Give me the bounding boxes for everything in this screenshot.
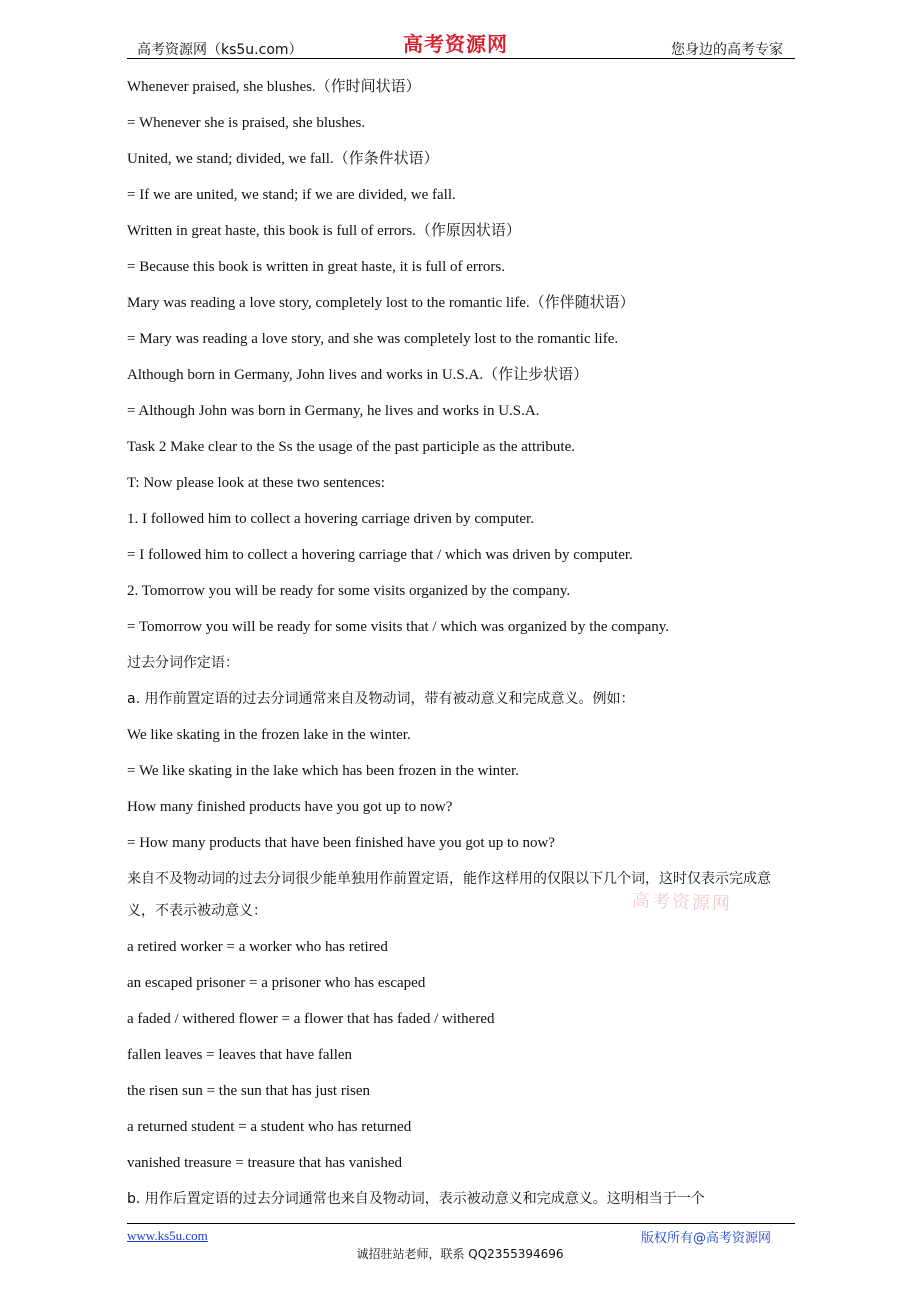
text-line: = Because this book is written in great haste, it is full of errors. xyxy=(127,259,505,275)
header-logo: 高考资源网 xyxy=(403,32,508,56)
footer-divider xyxy=(127,1223,795,1224)
text-line: Although born in Germany, John lives and works in U.S.A.（作让步状语） xyxy=(127,367,589,383)
text-line: Whenever praised, she blushes.（作时间状语） xyxy=(127,79,421,95)
text-line: T: Now please look at these two sentences: xyxy=(127,475,385,491)
text-line: 2. Tomorrow you will be ready for some visits organized by the company. xyxy=(127,583,571,599)
text-line: 1. I followed him to collect a hovering carriage driven by computer. xyxy=(127,511,534,527)
header-slogan: 您身边的高考专家 xyxy=(671,42,783,58)
text-line: = How many products that have been finished have you got up to now? xyxy=(127,835,555,851)
text-line: Mary was reading a love story, completely lost to the romantic life.（作伴随状语） xyxy=(127,295,635,311)
text-line: = If we are united, we stand; if we are divided, we fall. xyxy=(127,187,456,203)
text-line: vanished treasure = treasure that has vanished xyxy=(127,1155,403,1171)
text-line: United, we stand; divided, we fall.（作条件状语） xyxy=(127,151,439,167)
text-line: = We like skating in the lake which has been frozen in the winter. xyxy=(127,763,519,779)
text-line: a. 用作前置定语的过去分词通常来自及物动词，带有被动意义和完成意义。例如： xyxy=(127,691,635,707)
text-line: = Mary was reading a love story, and she was completely lost to the romantic life. xyxy=(127,331,619,347)
text-line: b. 用作后置定语的过去分词通常也来自及物动词，表示被动意义和完成意义。这明相当于一个 xyxy=(127,1191,705,1207)
text-line: Task 2 Make clear to the Ss the usage of the past participle as the attribute. xyxy=(127,439,575,455)
text-line: a retired worker = a worker who has retired xyxy=(127,939,388,955)
footer-site-link[interactable]: www.ks5u.com xyxy=(127,1228,208,1243)
text-line: the risen sun = the sun that has just risen xyxy=(127,1083,371,1099)
text-line: a returned student = a student who has returned xyxy=(127,1119,412,1135)
watermark: 高考资源网 xyxy=(631,890,733,915)
header-site-name: 高考资源网（ks5u.com） xyxy=(137,42,303,58)
text-line: Written in great haste, this book is full of errors.（作原因状语） xyxy=(127,223,521,239)
text-line: = Although John was born in Germany, he lives and works in U.S.A. xyxy=(127,403,540,419)
text-line: a faded / withered flower = a flower that has faded / withered xyxy=(127,1011,495,1027)
text-line: fallen leaves = leaves that have fallen xyxy=(127,1047,353,1063)
footer-contact: 诚招驻站老师，联系 QQ2355394696 xyxy=(356,1247,564,1261)
text-line: = Tomorrow you will be ready for some visits that / which was organized by the company. xyxy=(127,619,670,635)
document-body xyxy=(127,77,797,1225)
text-line: = I followed him to collect a hovering carriage that / which was driven by computer. xyxy=(127,547,633,563)
footer-copyright: 版权所有@高考资源网 xyxy=(641,1231,772,1246)
page-header xyxy=(127,32,795,60)
header-divider xyxy=(127,58,795,59)
text-line: How many finished products have you got up to now? xyxy=(127,799,453,815)
text-line: an escaped prisoner = a prisoner who has escaped xyxy=(127,975,426,991)
text-line: = Whenever she is praised, she blushes. xyxy=(127,115,366,131)
text-paragraph: 来自不及物动词的过去分词很少能单独用作前置定语，能作这样用的仅限以下几个词，这时仅表示完成意义，不表示被动意义： xyxy=(127,871,771,919)
text-line: We like skating in the frozen lake in the winter. xyxy=(127,727,411,743)
section-heading: 过去分词作定语： xyxy=(127,655,239,671)
